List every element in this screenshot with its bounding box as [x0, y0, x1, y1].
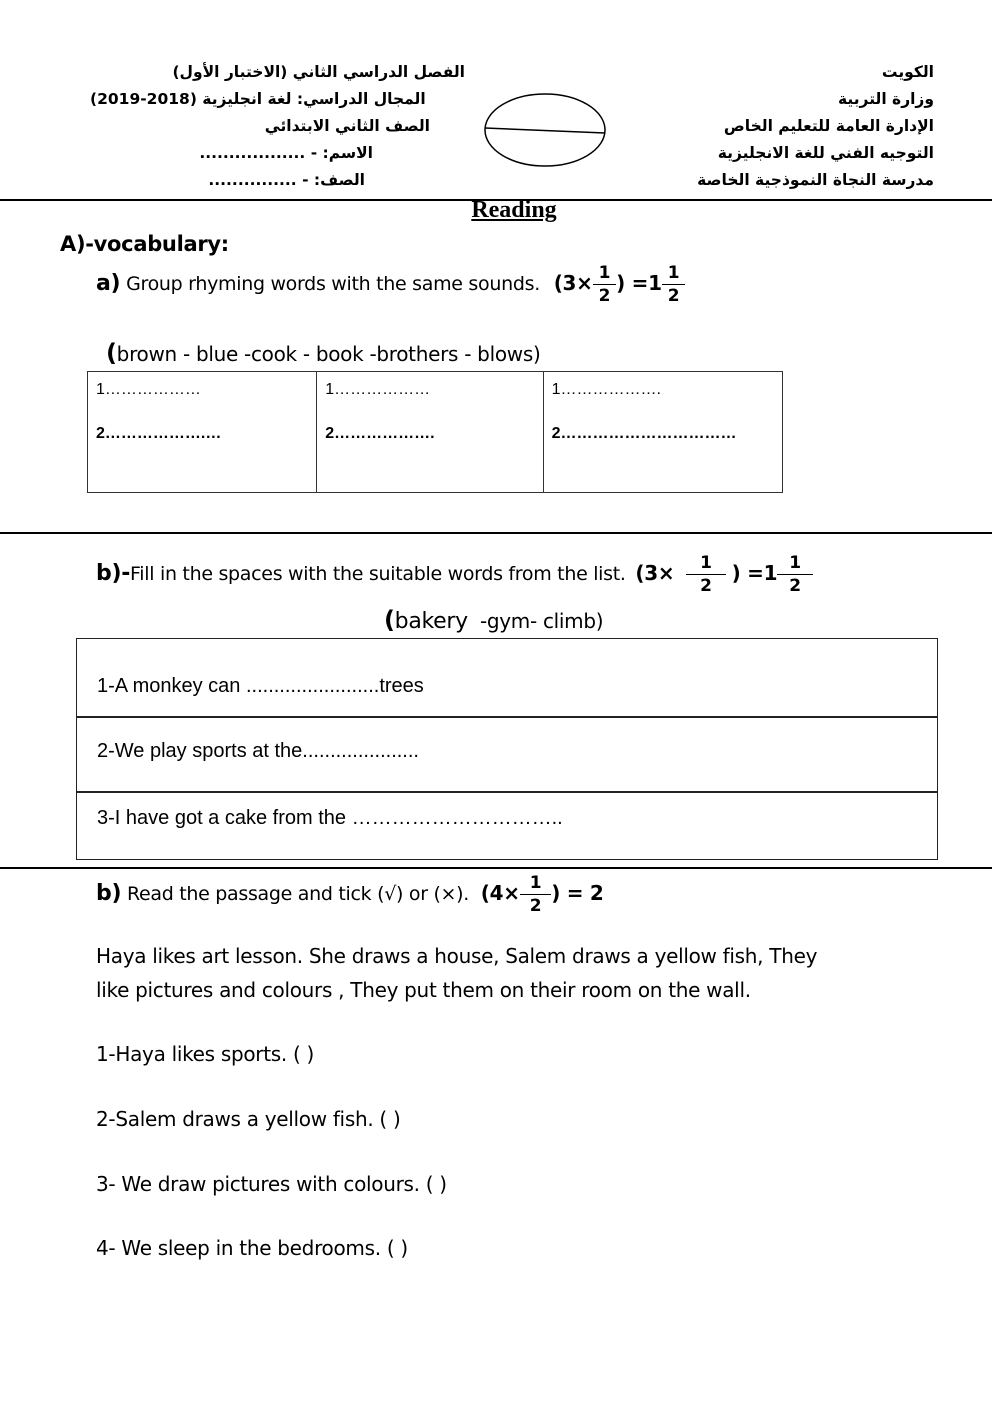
part-b-label: b)- [96, 561, 131, 586]
passage-line-2: like pictures and colours , They put them on their room on the wall. [96, 978, 751, 1002]
fill-sentence[interactable]: 2-We play sports at the..................... [97, 740, 419, 762]
header-term: الفصل الدراسي الثاني (الاختبار الأول) [172, 63, 465, 81]
rhyme-blank-1[interactable]: 1……………… [325, 381, 431, 398]
passage-line-1: Haya likes art lesson. She draws a house, Salem draws a yellow fish, They [96, 944, 818, 968]
part-b-instruction: Fill in the spaces with the suitable words from the list. [130, 563, 626, 585]
part-a-mark-close: ) =1 [616, 271, 662, 295]
reading-mark-prefix: (4× [480, 881, 520, 905]
reading-label: b) [96, 881, 122, 906]
tick-statement[interactable]: 2-Salem draws a yellow fish. ( ) [96, 1107, 401, 1131]
part-a-mark-fraction: $\frac{1}{2}$ [593, 262, 617, 307]
part-a-instruction: Group rhyming words with the same sounds. [126, 273, 540, 295]
part-a-mark-prefix: (3× [553, 271, 593, 295]
rhyme-group-cell[interactable] [88, 372, 317, 493]
section-a-heading: A)-vocabulary: [60, 232, 229, 256]
score-oval-icon [482, 91, 608, 169]
fill-sentence-row [77, 716, 937, 793]
header-ministry-block [697, 59, 934, 194]
fill-in-box [76, 638, 938, 860]
part-b-instruction-line [96, 552, 813, 597]
header-school: مدرسة النجاة النموذجية الخاصة [697, 171, 934, 189]
header-ministry: وزارة التربية [838, 90, 934, 108]
section-divider [0, 532, 992, 534]
tick-statement[interactable]: 1-Haya likes sports. ( ) [96, 1042, 315, 1066]
section-divider [0, 867, 992, 869]
header-supervision: التوجيه الفني للغة الانجليزية [717, 144, 934, 162]
reading-mark-fraction: $\frac{1}{2}$ [520, 872, 552, 917]
rhyme-blank-1[interactable]: 1………………. [551, 381, 661, 398]
reading-instruction: Read the passage and tick (√) or (×). [126, 883, 470, 905]
rhyme-blank-2[interactable]: 2…………………………… [551, 425, 737, 442]
part-a-total-fraction: $\frac{1}{2}$ [662, 262, 686, 307]
reading-instruction-line [96, 872, 603, 917]
student-class-field[interactable]: الصف: - ............... [208, 171, 365, 189]
part-b-total-fraction: $\frac{1}{2}$ [777, 552, 813, 597]
header-exam-block [90, 59, 465, 194]
tick-statement[interactable]: 3- We draw pictures with colours. ( ) [96, 1172, 447, 1196]
fill-sentence[interactable]: 1-A monkey can ........................trees [97, 675, 424, 697]
rhyme-group-cell[interactable] [317, 372, 543, 493]
part-b-mark-fraction: $\frac{1}{2}$ [686, 552, 726, 597]
part-b-mark-prefix: (3× [635, 561, 675, 585]
header-grade: الصف الثاني الابتدائي [264, 117, 430, 135]
tick-statement[interactable]: 4- We sleep in the bedrooms. ( ) [96, 1236, 408, 1260]
rhyme-blank-2[interactable]: 2……………….… [96, 425, 222, 442]
part-b-word-list: (bakery -gym- climb) [384, 606, 604, 634]
part-b-mark-close: ) =1 [731, 561, 778, 585]
header-country: الكويت [881, 63, 934, 81]
rhyme-blank-2[interactable]: 2………………. [325, 425, 435, 442]
fill-sentence-row [77, 791, 937, 859]
rhyme-groups-table [87, 371, 783, 493]
student-name-field[interactable]: الاسم: - .................. [199, 144, 373, 162]
fill-sentence-row [77, 639, 937, 718]
fill-sentence[interactable]: 3-I have got a cake from the ………………………….. [97, 807, 563, 829]
rhyme-blank-1[interactable]: 1……………… [96, 381, 201, 398]
header-department: الإدارة العامة للتعليم الخاص [723, 117, 934, 135]
reading-mark-close: ) = 2 [551, 881, 604, 905]
part-a-instruction-line [96, 262, 685, 307]
header-subject: المجال الدراسي: لغة انجليزية (2018-2019) [90, 90, 426, 108]
rhyme-group-cell[interactable] [543, 372, 782, 493]
part-a-word-list: (brown - blue -cook - book -brothers - blows) [106, 339, 541, 367]
part-a-label: a) [96, 271, 121, 296]
page-title: Reading [471, 197, 557, 223]
